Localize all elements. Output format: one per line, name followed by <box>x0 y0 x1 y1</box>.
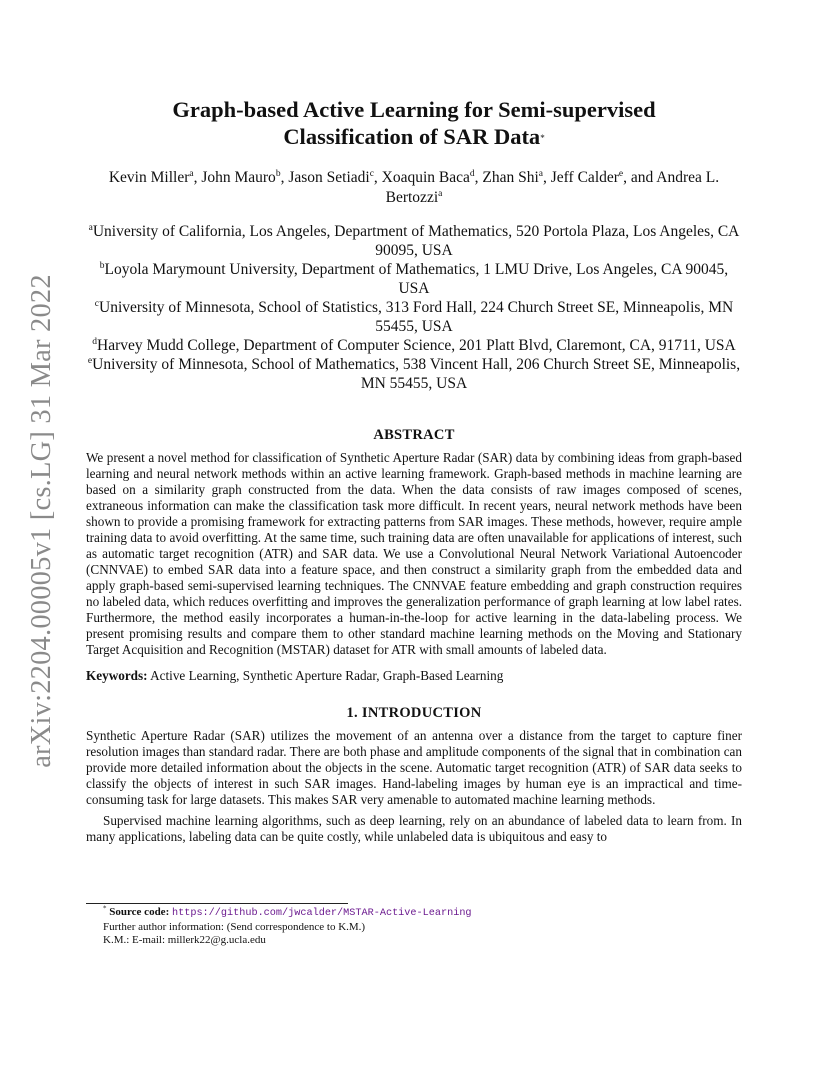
arxiv-identifier-stamp <box>20 274 64 768</box>
footnote-email: K.M.: E-mail: millerk22@g.ucla.edu <box>103 934 266 946</box>
source-code-label: Source code: <box>109 906 170 918</box>
source-code-link[interactable]: https://github.com/jwcalder/MSTAR-Active-Learning <box>171 908 472 919</box>
author: Kevin Miller$^a$, <box>108 168 202 186</box>
author: Xoaquin Baca$^d$, <box>381 168 483 186</box>
author-list <box>86 168 742 208</box>
keywords-text: Active Learning, Synthetic Aperture Radar, Graph-Based Learning <box>150 668 504 683</box>
paper-title <box>86 96 742 150</box>
arxiv-identifier: arXiv:2204.00005v1 [cs.LG] 31 Mar 2022 <box>26 274 58 768</box>
affiliation: $^a$University of California, Los Angeles, Department of Mathematics, 520 Portola Plaza, Los Angeles, CA 90095, USA <box>88 222 740 259</box>
affiliation: $^b$Loyola Marymount University, Department of Mathematics, 1 LMU Drive, Los Angeles, CA 90045, USA <box>99 260 729 297</box>
title-line-1: Graph-based Active Learning for Semi-supervised <box>172 97 656 122</box>
affiliation: $^e$University of Minnesota, School of Mathematics, 538 Vincent Hall, 206 Church Street SE, Minneapolis, MN 55455, USA <box>87 355 741 392</box>
footnotes <box>103 906 663 948</box>
affiliation: $^c$University of Minnesota, School of Statistics, 313 Ford Hall, 224 Church Street SE, Minneapolis, MN 55455, USA <box>94 298 734 335</box>
author: Jeff Calder$^e$, and <box>550 168 657 186</box>
footnote-further-info: Further author information: (Send correspondence to K.M.) <box>103 920 366 933</box>
keywords-line <box>86 668 742 684</box>
keywords-label: Keywords: <box>86 668 148 683</box>
title-footnote-mark: * <box>540 133 545 143</box>
author: Andrea L. Bertozzi$^a$ <box>385 169 720 206</box>
footnote-divider <box>86 903 348 904</box>
intro-paragraph-2: Supervised machine learning algorithms, such as deep learning, rely on an abundance of labeled data to learn from. In many applications, labeling data can be quite costly, while unlabeled data is ubiquitous and easy to <box>86 813 742 844</box>
footnote-mark: * <box>103 904 107 913</box>
abstract-text: We present a novel method for classification of Synthetic Aperture Radar (SAR) data by combining ideas from graph-based learning and neural network methods within an active learning framework. Graph-based methods in machine learning are based on a similarity graph constructed from the data. When the data consists of raw images composed of scenes, extraneous information can make the classification task more difficult. In recent years, neural network methods have been shown to provide a promising framework for extracting patterns from SAR images. These methods, however, require ample training data to avoid overfitting. At the same time, such training data are often unavailable for applications of interest, such as automatic target recognition (ATR) and SAR data. We use a Convolutional Neural Network Variational Autoencoder (CNNVAE) to embed SAR data into a feature space, and then construct a similarity graph from the embedded data and apply graph-based semi-supervised learning techniques. The CNNVAE feature embedding and graph construction requires no labeled data, which reduces overfitting and improves the generalization performance of graph learning at low label rates. Furthermore, the method easily incorporates a human-in-the-loop for active learning in the data-labeling process. We present promising results and compare them to other standard machine learning methods on the Moving and Stationary Target Acquisition and Recognition (MSTAR) dataset for ATR with small amounts of labeled data. <box>86 450 742 657</box>
author: Jason Setiadi$^c$, <box>288 168 382 186</box>
author: John Mauro$^b$, <box>201 168 289 186</box>
abstract-heading: ABSTRACT <box>373 427 455 443</box>
affiliation: $^d$Harvey Mudd College, Department of Computer Science, 201 Platt Blvd, Claremont, CA, 91711, USA <box>92 336 736 354</box>
title-line-2: Classification of SAR Data <box>283 124 541 149</box>
section-heading-introduction: 1. INTRODUCTION <box>346 705 482 721</box>
intro-paragraph-1: Synthetic Aperture Radar (SAR) utilizes the movement of an antenna over a distance from the target to capture finer resolution images than standard radar. There are both phase and amplitude components of the signal that in combination can provide more detailed information about the objects in the scene. Automatic target recognition (ATR) of SAR data seeks to classify the objects of interest in such SAR images. Hand-labeling images by human eye is an impractical and time-consuming task for large datasets. This makes SAR very amenable to automated machine learning methods. <box>86 728 742 807</box>
paper-page <box>86 96 742 845</box>
author: Zhan Shi$^a$, <box>482 168 551 186</box>
footnote-source <box>103 906 663 921</box>
